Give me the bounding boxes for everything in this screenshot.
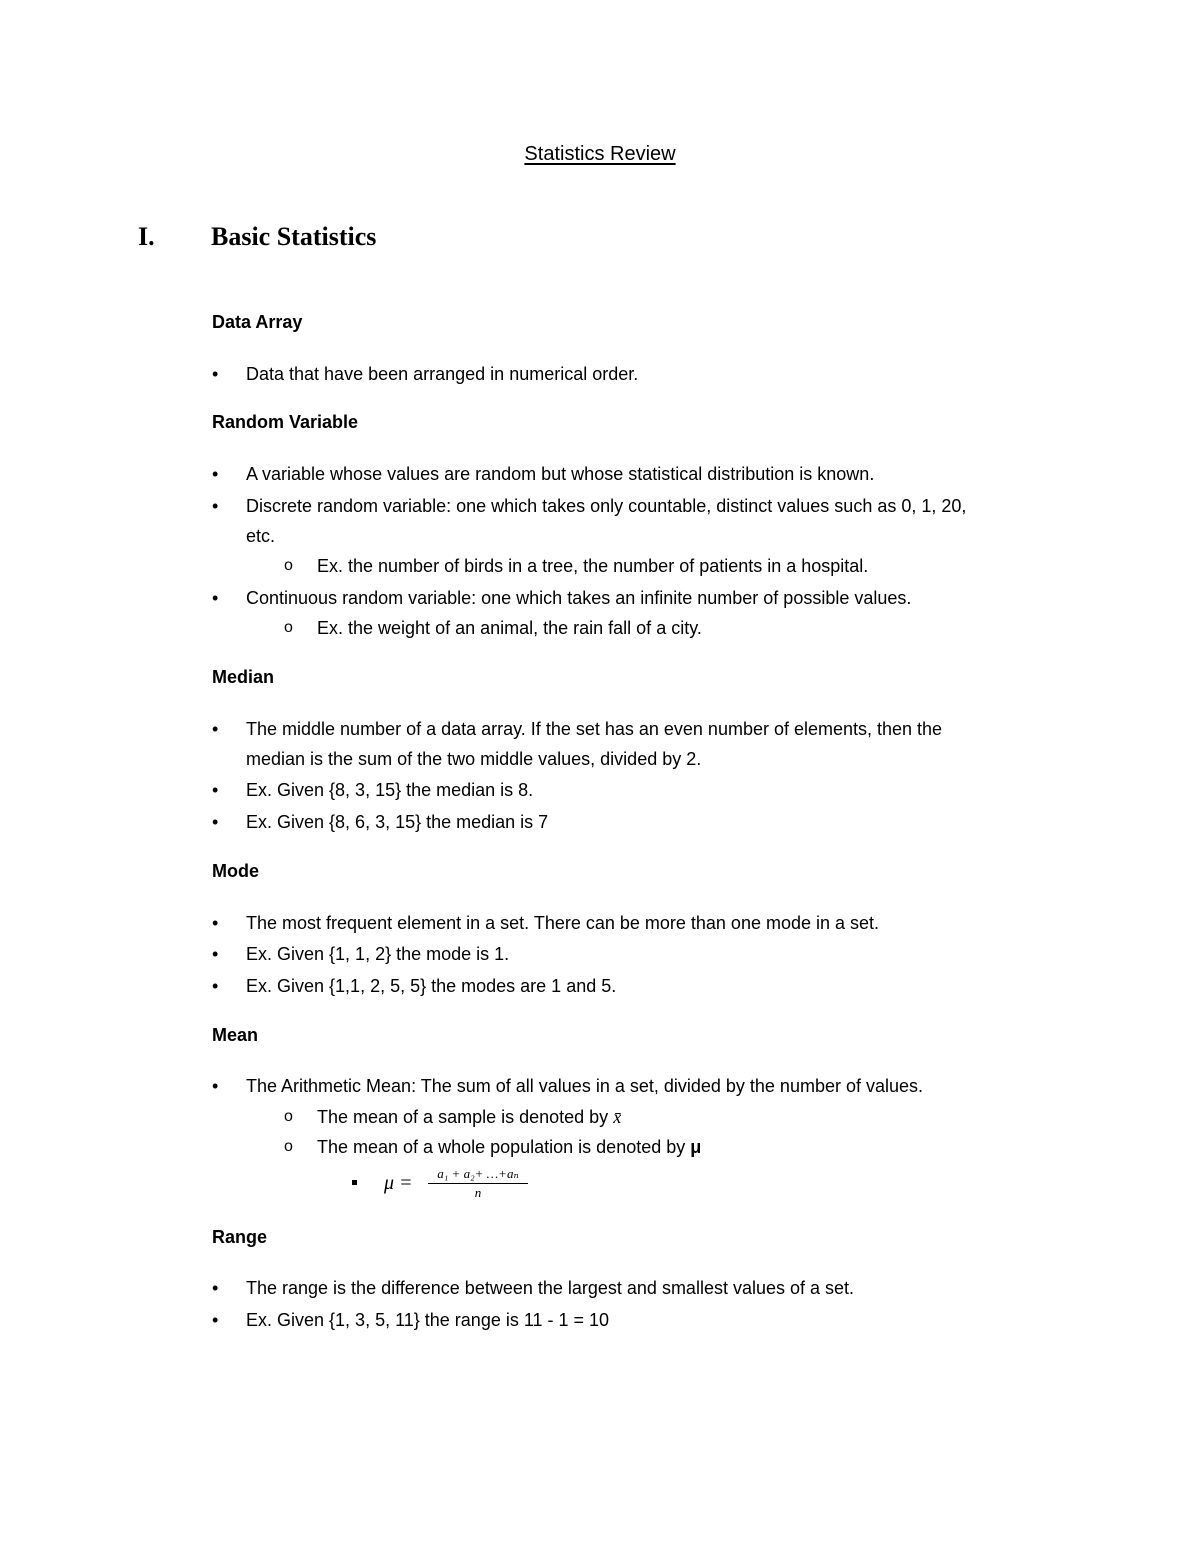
range-definition: The range is the difference between the largest and smallest values of a set.: [246, 1278, 855, 1298]
section-heading: [138, 222, 376, 252]
bullet-icon: •: [212, 719, 219, 739]
median-example-odd: Ex. Given {8, 3, 15} the median is 8.: [246, 780, 534, 800]
discrete-variable-example: Ex. the number of birds in a tree, the number of patients in a hospital.: [317, 556, 869, 576]
mean-population-text: The mean of a whole population is denoted by: [317, 1137, 691, 1157]
bullet-icon: •: [212, 364, 219, 384]
circle-bullet-icon: o: [284, 619, 293, 636]
mode-example-single: Ex. Given {1, 1, 2} the mode is 1.: [246, 944, 510, 964]
continuous-variable-definition: Continuous random variable: one which takes an infinite number of possible values.: [246, 588, 912, 608]
heading-mean: Mean: [212, 1025, 259, 1045]
bullet-icon: •: [212, 496, 219, 516]
bullet-icon: •: [212, 588, 219, 608]
mean-sample-text: The mean of a sample is denoted by: [317, 1107, 614, 1127]
median-definition-line2: median is the sum of the two middle values, divided by 2.: [246, 749, 702, 769]
heading-range: Range: [212, 1227, 268, 1247]
continuous-variable-example: Ex. the weight of an animal, the rain fall of a city.: [317, 618, 702, 638]
discrete-variable-line1: Discrete random variable: one which takes only countable, distinct values such as 0, 1, 20,: [246, 496, 967, 516]
section-numeral: I.: [138, 222, 155, 251]
heading-data-array: Data Array: [212, 312, 303, 332]
bullet-icon: •: [212, 913, 219, 933]
mu-symbol: μ: [690, 1137, 702, 1157]
heading-mode: Mode: [212, 861, 259, 881]
section-title: Basic Statistics: [211, 222, 377, 251]
bullet-icon: •: [212, 780, 219, 800]
page-title: Statistics Review: [524, 143, 676, 165]
discrete-variable-line2: etc.: [246, 526, 276, 546]
bullet-icon: •: [212, 1278, 219, 1298]
mode-example-multiple: Ex. Given {1,1, 2, 5, 5} the modes are 1 and 5.: [246, 976, 617, 996]
x-bar-symbol: x̄: [613, 1107, 622, 1127]
formula-fraction: [428, 1166, 528, 1202]
circle-bullet-icon: o: [284, 1138, 293, 1155]
formula-denominator: n: [474, 1185, 482, 1200]
mean-definition: The Arithmetic Mean: The sum of all values in a set, divided by the number of values.: [246, 1076, 924, 1096]
circle-bullet-icon: o: [284, 557, 293, 574]
mean-population-notation: [317, 1136, 701, 1158]
mean-sample-notation: [317, 1106, 621, 1128]
heading-median: Median: [212, 667, 275, 687]
bullet-icon: •: [212, 944, 219, 964]
range-example: Ex. Given {1, 3, 5, 11} the range is 11 - 1 = 10: [246, 1310, 610, 1330]
mode-definition: The most frequent element in a set. There can be more than one mode in a set.: [246, 913, 880, 933]
median-example-even: Ex. Given {8, 6, 3, 15} the median is 7: [246, 812, 549, 832]
data-array-definition: Data that have been arranged in numerical order.: [246, 364, 639, 384]
heading-random-variable: Random Variable: [212, 412, 359, 432]
bullet-icon: •: [212, 976, 219, 996]
median-definition-line1: The middle number of a data array. If the set has an even number of elements, then the: [246, 719, 943, 739]
random-variable-definition: A variable whose values are random but whose statistical distribution is known.: [246, 464, 875, 484]
bullet-icon: •: [212, 812, 219, 832]
square-bullet-icon: [352, 1180, 357, 1185]
formula-lhs: μ =: [384, 1172, 413, 1194]
formula-numerator: a₁ + a₂+ …+aₙ: [428, 1166, 528, 1184]
bullet-icon: •: [212, 1310, 219, 1330]
bullet-icon: •: [212, 1076, 219, 1096]
bullet-icon: •: [212, 464, 219, 484]
circle-bullet-icon: o: [284, 1108, 293, 1125]
